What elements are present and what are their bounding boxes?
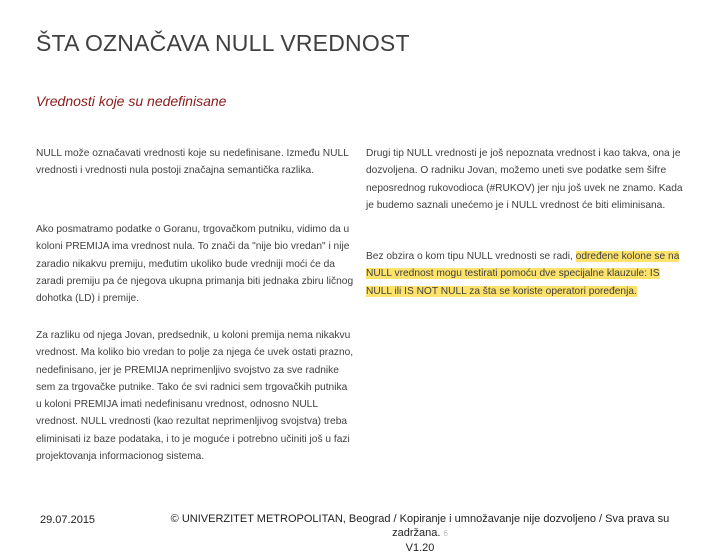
footer-copyright [150,512,690,555]
footer-date: 29.07.2015 [40,514,96,526]
paragraph-null-testing [366,248,684,300]
paragraph-unknown-value: Drugi tip NULL vrednosti je još nepoznata vrednost i kao takva, ona je dozvoljena. O radniku Jovan, možemo uneti sve podatke sem šifre neposrednog rukovodioca (#RUKOV) jer nju još uvek ne znamo. Kada je budemo saznali unećemo je i NULL vrednost će biti eliminisana. [366,148,683,211]
page-number: 6 [443,529,448,538]
highlighted-text: određene kolone se na NULL vrednost mogu testirati pomoću dve specijalne klauzule: IS NULL ili IS NOT NULL za šta se koriste operatori poređenja. [366,251,680,297]
paragraph-null-definition: NULL može označavati vrednosti koje su nedefinisane. Između NULL vrednosti i vrednosti nula postoji značajna semantička razlika. [36,148,349,177]
paragraph-jovan-example: Za razliku od njega Jovan, predsednik, u koloni premija nema nikakvu vrednost. Ma koliko bio vredan to polje za njega će uvek ostati prazno, nedefinisano, jer je PREMIJA neprimenljivo svojstvo za sve radnike sem za trgovačke putnike. Tako će svi radnici sem trgovačkih putnika u koloni PREMIJA imati nedefinisanu vrednost, odnosno NULL vrednost. NULL vrednosti (kao rezultat neprimenljivog svojstva) treba eliminisati iz baze podataka, i to je moguće i potrebno učiniti još u fazi projektovanja informacionog sistema. [36,330,354,463]
paragraph-goran-example: Ako posmatramo podatke o Goranu, trgovačkom putniku, vidimo da u koloni PREMIJA ima vrednost nula. To znači da "nije bio vredan" i nije zaradio nikakvu premiju, međutim ukoliko bude vredniji moći će da zaradi premiju pa će njegova ukupna primanja biti jednaka zbiru ličnog dohotka (LD) i premije. [36,224,354,305]
slide-subtitle: Vrednosti koje su nedefinisane [36,93,227,109]
footer-version: V1.20 [405,542,435,554]
slide-title: ŠTA OZNAČAVA NULL VREDNOST [36,30,410,56]
paragraph-null-testing-plain: Bez obzira o kom tipu NULL vrednosti se radi, [366,251,576,262]
footer-copyright-text: © UNIVERZITET METROPOLITAN, Beograd / Kopiranje i umnožavanje nije dozvoljeno / Sva prava su zadržana. [170,513,670,539]
